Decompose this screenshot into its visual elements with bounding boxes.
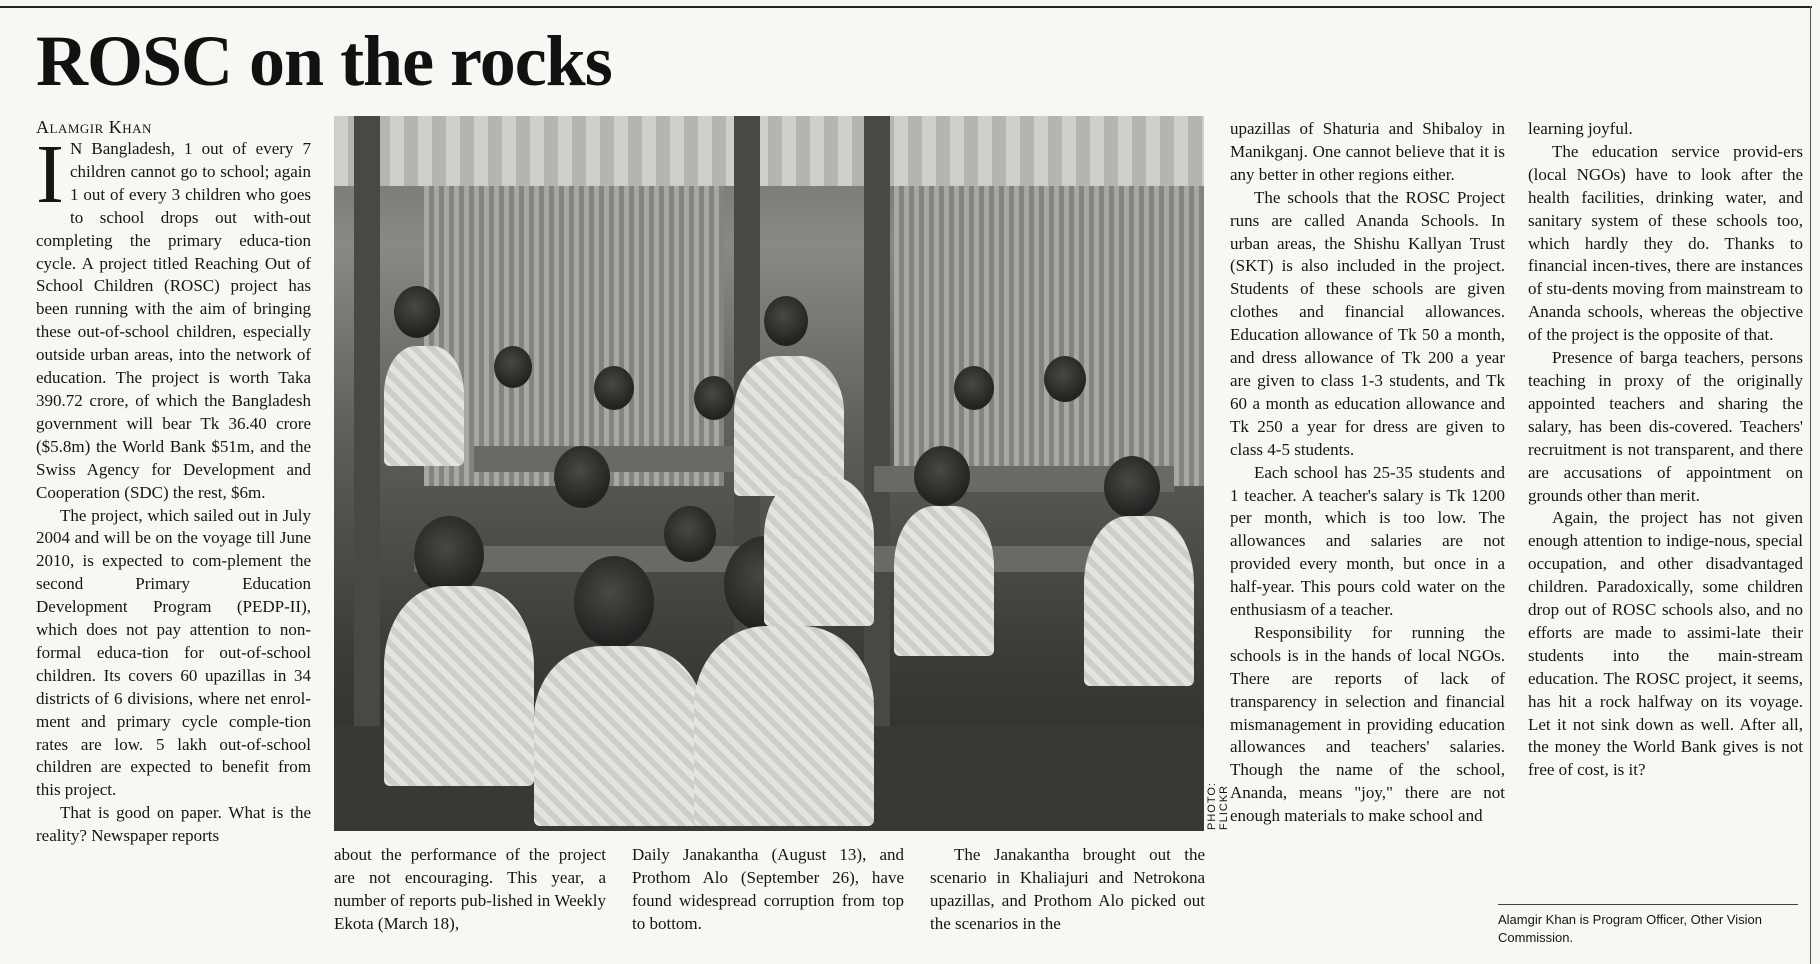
paragraph: Responsibility for running the schools is in the hands of local NGOs. There are reports of lack of transparency in selection and financial mismanagement in providing education allowances and teachers' salaries. Though the name of the school, Ananda, means "joy," there are not enough materials to make school and (1230, 622, 1505, 826)
photo-person (764, 296, 808, 346)
photo-clothing (894, 506, 994, 656)
photo-person (954, 366, 994, 410)
byline: Alamgir Khan (36, 117, 152, 137)
headline: ROSC on the rocks (36, 21, 612, 101)
photo-clothing (384, 346, 464, 466)
photo-roof (334, 116, 1204, 186)
photo-person (414, 516, 484, 594)
paragraph: Presence of barga teachers, persons teaching in proxy of the originally appointed teachers and sharing the salary, has been dis-covered. Teachers' recruitment is not transparent, and there are accusations of appointment on grounds other than merit. (1528, 348, 1803, 505)
paragraph: about the performance of the project are not encouraging. This year, a number of reports pub-lished in Weekly Ekota (March 18), (334, 845, 606, 933)
article-column-1 (36, 128, 311, 848)
photo-person (664, 506, 716, 562)
classroom-photo (334, 116, 1204, 831)
photo-clothing (694, 626, 874, 826)
photo-person (1104, 456, 1160, 518)
photo-clothing (1084, 516, 1194, 686)
paragraph: The Janakantha brought out the scenario in Khaliajuri and Netrokona upazillas, and Prothom Alo picked out the scenarios in the (930, 845, 1205, 933)
photo-person (554, 446, 610, 508)
photo-post (354, 116, 380, 831)
paragraph: The education service provid-ers (local NGOs) have to look after the health facilities, drinking water, and sanitary system of these schools too, which hardly they do. Thanks to financial incen-tives, there are instances of stu-dents moving from mainstream to Ananda schools, whereas the objective of the project is the opposite of that. (1528, 141, 1803, 345)
article-column-5 (1230, 118, 1505, 828)
photo-person (394, 286, 440, 338)
top-rule (0, 6, 1812, 8)
paragraph: IN Bangladesh, 1 out of every 7 children cannot go to school; again 1 out of every 3 children who goes to school drops out with-out completing the primary educa-tion cycle. A project titled Reaching Out of School Children (ROSC) project has been running with the aim of bringing these out-of-school children, especially outside urban areas, into the network of education. The project is worth Taka 390.72 crore, of which the Bangladesh government will bear Tk 36.40 crore ($5.8m) the World Bank $51m, and the Swiss Agency for Development and Cooperation (SDC) the rest, $6m. (36, 128, 311, 502)
paragraph: That is good on paper. What is the reality? Newspaper reports (36, 803, 311, 846)
paragraph: Again, the project has not given enough attention to indige-nous, special occupation, and other disadvantaged children. Paradoxically, some children drop out of ROSC schools also, and no efforts are made to assimi-late their students into the main-stream education. The ROSC project, it seems, has hit a rock halfway on its voyage. Let it not sink down as well. After all, the money the World Bank gives is not free of cost, is it? (1528, 508, 1803, 780)
photo-wall-right (894, 186, 1204, 486)
photo-clothing (734, 356, 844, 496)
article-column-3 (632, 844, 904, 936)
article-column-6 (1528, 118, 1803, 782)
photo-clothing (534, 646, 704, 826)
paragraph: Each school has 25-35 students and 1 teacher. A teacher's salary is Tk 1200 per month, which is too low. The allowances and salaries are not provided every month, but once in a half-year. This pours cold water on the enthusiasm of a teacher. (1230, 462, 1505, 620)
photo-person (694, 376, 734, 420)
photo-person (914, 446, 970, 506)
article-column-2 (334, 844, 606, 936)
right-rule (1810, 6, 1811, 964)
photo-person (1044, 356, 1086, 402)
photo-credit: PHOTO: FLICKR (1206, 782, 1230, 830)
paragraph: upazillas of Shaturia and Shibaloy in Manikganj. One cannot believe that it is any better in other regions either. (1230, 119, 1505, 184)
photo-clothing (384, 586, 534, 786)
photo-person (594, 366, 634, 410)
photo-person (574, 556, 654, 648)
article-column-4 (930, 844, 1205, 936)
paragraph: The schools that the ROSC Project runs are called Ananda Schools. In urban areas, the Shishu Kallyan Trust (SKT) is also included in the project. Students of these schools are given clothes and financial allowances. Education allowance of Tk 50 a month, and dress allowance of Tk 200 a year are given to class 1-3 students, and Tk 60 a month as education allowance and Tk 250 a year for dress are given to class 4-5 students. (1230, 187, 1505, 459)
paragraph: The project, which sailed out in July 2004 and will be on the voyage till June 2010, is expected to com-plement the second Primary Education Development Program (PEDP-II), which does not pay attention to non-formal educa-tion for out-of-school children. Its covers 60 upazillas in 34 districts of 6 divisions, where net enrol-ment and primary cycle comple-tion rates are low. 5 lakh out-of-school children are expected to benefit from this project. (36, 505, 311, 800)
photo-person (494, 346, 532, 388)
photo-wall-left (424, 186, 724, 486)
paragraph: Daily Janakantha (August 13), and Prothom Alo (September 26), have found widespread corruption from top to bottom. (632, 845, 904, 933)
author-note: Alamgir Khan is Program Officer, Other Vision Commission. (1498, 904, 1798, 947)
photo-clothing (764, 476, 874, 626)
paragraph: learning joyful. (1528, 119, 1633, 138)
